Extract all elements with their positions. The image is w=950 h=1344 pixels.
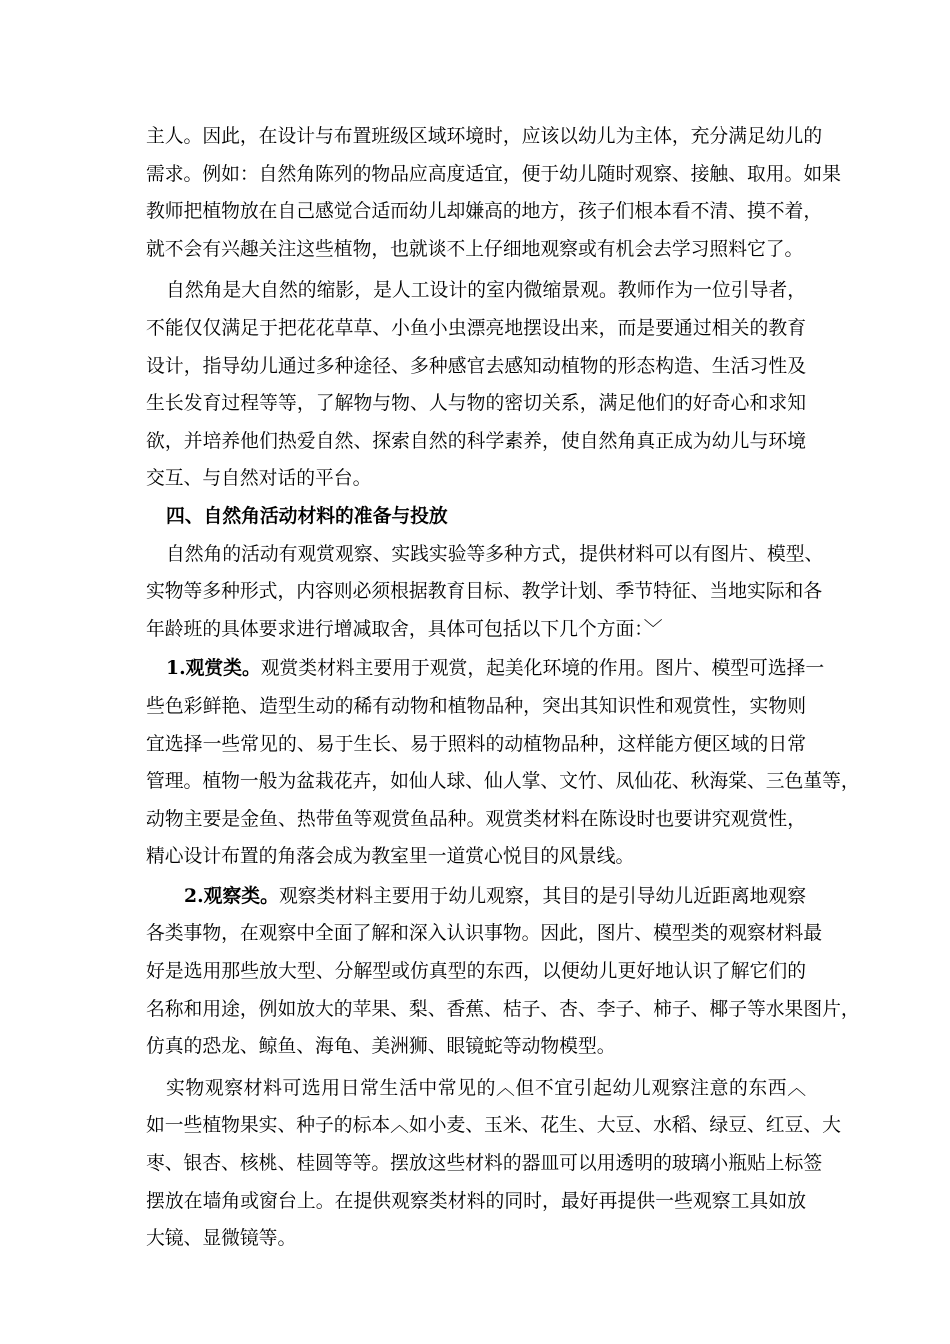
text-line: 枣、银杏、核桃、桂圆等等。摆放这些材料的器皿可以用透明的玻璃小瓶贴上标签 — [146, 1153, 823, 1175]
text-line: 名称和用途，例如放大的苹果、梨、香蕉、桔子、杏、李子、柿子、椰子等水果图片， — [146, 998, 860, 1020]
text-line — [146, 878, 806, 916]
text-line: 管理。植物一般为盆栽花卉，如仙人球、仙人掌、文竹、凤仙花、秋海棠、三色堇等， — [146, 771, 860, 793]
text-line: 生长发育过程等等，了解物与物、人与物的密切关系，满足他们的好奇心和求知 — [146, 393, 806, 415]
paragraph-observation — [146, 878, 860, 1066]
paragraph-2 — [146, 272, 806, 498]
text-line: 些色彩鲜艳、造型生动的稀有动物和植物品种，突出其知识性和观赏性，实物则 — [146, 695, 806, 717]
text-line: 精心设计布置的角落会成为教室里一道赏心悦目的风景线。 — [146, 846, 635, 868]
text-line: 设计，指导幼儿通过多种途径、多种感官去感知动植物的形态构造、生活习性及 — [146, 355, 806, 377]
paragraph-specimens — [146, 1070, 841, 1258]
item-lead-rest: 观察类材料主要用于幼儿观察，其目的是引导幼儿近距离地观察 — [278, 885, 806, 907]
item-lead-rest: 观赏类材料主要用于观赏，起美化环境的作用。图片、模型可选择一 — [260, 658, 825, 680]
text-line: 主人。因此，在设计与布置班级区域环境时，应该以幼儿为主体，充分满足幼儿的 — [146, 126, 823, 147]
text-line: 实物等多种形式，内容则必须根据教育目标、教学计划、季节特征、当地实际和各 — [146, 581, 823, 603]
text-line: 就不会有兴趣关注这些植物，也就谈不上仔细地观察或有机会去学习照料它了。 — [146, 238, 804, 260]
text-line: 仿真的恐龙、鲸鱼、海龟、美洲狮、眼镜蛇等动物模型。 — [146, 1036, 616, 1058]
text-line: 各类事物，在观察中全面了解和深入认识事物。因此，图片、模型类的观察材料最 — [146, 923, 823, 945]
text-line: 年龄班的具体要求进行增减取舍，具体可包括以下几个方面：﹀ — [146, 618, 663, 640]
text-line: 摆放在墙角或窗台上。在提供观察类材料的同时，最好再提供一些观察工具如放 — [146, 1190, 806, 1212]
text-line: 教师把植物放在自己感觉合适而幼儿却嫌高的地方，孩子们根本看不清、摸不着， — [146, 201, 823, 223]
text-line: 好是选用那些放大型、分解型或仿真型的东西，以便幼儿更好地认识了解它们的 — [146, 961, 806, 983]
text-line: 实物观察材料可选用日常生活中常见的︿但不宜引起幼儿观察注意的东西︿ — [166, 1077, 806, 1099]
document-page — [146, 118, 860, 1258]
paragraph-1 — [146, 118, 841, 268]
text-line: 需求。例如：自然角陈列的物品应高度适宜，便于幼儿随时观察、接触、取用。如果 — [146, 163, 841, 185]
text-line: 自然角是大自然的缩影，是人工设计的室内微缩景观。教师作为一位引导者， — [166, 280, 806, 302]
text-line: 宜选择一些常见的、易于生长、易于照料的动植物品种，这样能方便区域的日常 — [146, 733, 806, 755]
section-heading: 四、自然角活动材料的准备与投放 — [166, 504, 448, 527]
paragraph-3 — [146, 536, 824, 649]
text-line: 欲，并培养他们热爱自然、探索自然的科学素养，使自然角真正成为幼儿与环境 — [146, 430, 806, 452]
item-lead: 2.观察类。 — [184, 884, 279, 907]
text-line: 不能仅仅满足于把花花草草、小鱼小虫漂亮地摆设出来，而是要通过相关的教育 — [146, 317, 806, 339]
text-line: 自然角的活动有观赏观察、实践实验等多种方式，提供材料可以有图片、模型、 — [166, 543, 824, 565]
item-lead: 1.观赏类。 — [166, 657, 261, 680]
paragraph-viewing — [146, 650, 860, 876]
text-line: 如一些植物果实、种子的标本︿如小麦、玉米、花生、大豆、水稻、绿豆、红豆、大 — [146, 1115, 841, 1137]
text-line: 交互、与自然对话的平台。 — [146, 468, 372, 490]
text-line — [146, 650, 825, 688]
text-line: 动物主要是金鱼、热带鱼等观赏鱼品种。观赏类材料在陈设时也要讲究观赏性， — [146, 808, 806, 830]
text-line: 大镜、显微镜等。 — [146, 1228, 297, 1250]
